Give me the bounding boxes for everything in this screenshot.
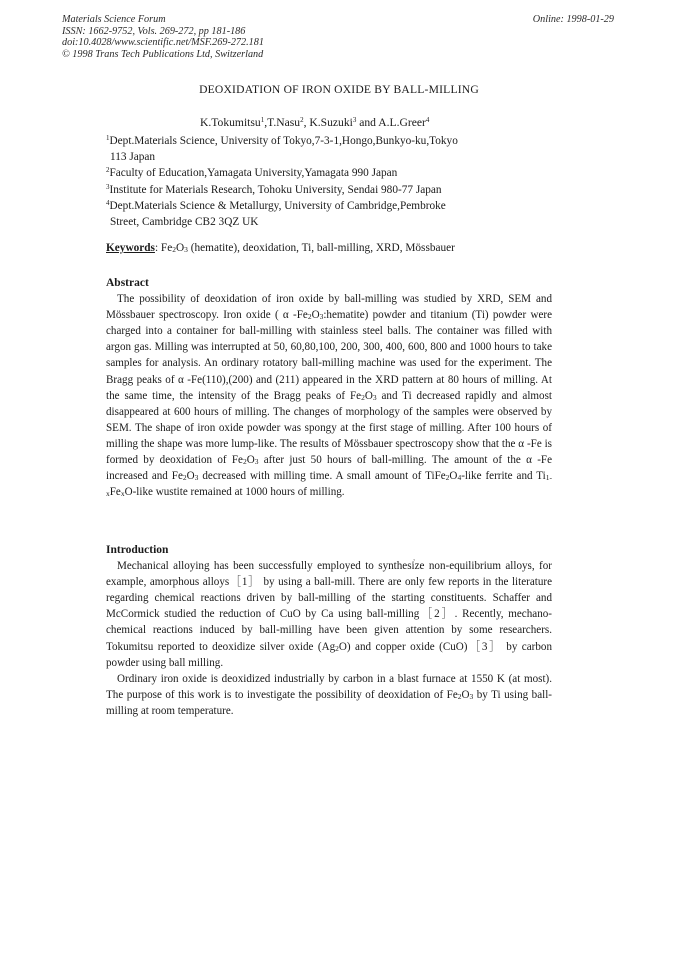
affiliation-text: Dept.Materials Science, University of Tokyo,7-3-1,Hongo,Bunkyo-ku,Tokyo: [109, 135, 458, 147]
formula-subscript: 3: [194, 473, 199, 483]
affiliation-text: Dept.Materials Science & Metallurgy, University of Cambridge,Pembroke: [109, 199, 446, 212]
body-text: O: [311, 309, 320, 322]
issn-line: ISSN: 1662-9752, Vols. 269-272, pp 181-186: [62, 25, 246, 37]
affiliation-line: [106, 149, 458, 165]
body-text: O: [461, 688, 470, 701]
keywords-label: Keywords: [106, 242, 155, 254]
affiliation-text: Faculty of Education,Yamagata University,Yamagata 990 Japan: [109, 167, 398, 180]
affiliation-text: Street, Cambridge CB2 3QZ UK: [110, 216, 259, 229]
formula-subscript: 2: [182, 473, 187, 483]
author-separator: ,: [303, 116, 310, 129]
abstract-section: [106, 275, 552, 500]
body-text: :hematite) powder and titanium (Ti) powder were charged into a container for ball-milling with stainless steel balls. The container was filled with argon gas. Milling was interrupted at 50, 60,80,100, 200, 300, 400, 600, 800 and 1000 hours to take samples for analysis. An ordinary rotatory ball-milling machine was used for the experiment. The Bragg peaks of α -Fe(110),(200) and (211) appeared in the XRD pattern at 80 hours of milling. At the same time, the intensity of the Bragg peaks of Fe: [106, 309, 553, 402]
formula-subscript: 4: [457, 473, 462, 483]
formula-subscript: 2: [172, 245, 176, 254]
abstract-paragraph: [106, 291, 552, 500]
body-text: and Ti decreased rapidly and almost disappeared at 600 hours of milling. The changes of morphology of the samples were observed by SEM. The shape of iron oxide powder was spongy at the first stage of milling. After 100 hours of milling the shape was more lump-like. The results of Mössbauer spectroscopy show that the α -Fe is formed by deoxidation of Fe: [106, 389, 552, 467]
body-text: after just 50 hours of ball-milling. The amount of the α -Fe increased and Fe: [106, 454, 552, 483]
doi-line[interactable]: doi:10.4028/www.scientific.net/MSF.269-272.181: [62, 37, 264, 49]
formula-subscript: 2: [361, 392, 365, 402]
affiliation-marker: 4: [425, 116, 430, 124]
formula-subscript: 2: [335, 643, 339, 653]
formula-subscript: 1-x: [106, 473, 553, 499]
body-text: O-like wustite remained at 1000 hours of milling.: [124, 486, 345, 499]
paper-title: DEOXIDATION OF IRON OXIDE BY BALL-MILLING: [199, 83, 479, 96]
affiliation-line: [106, 214, 458, 230]
formula-subscript: 2: [242, 457, 247, 467]
keywords-line: [106, 242, 455, 254]
affiliation-line: [106, 133, 458, 149]
author-separator: and: [356, 116, 379, 129]
affiliation-text: Institute for Materials Research, Tohoku University, Sendai 980-77 Japan: [109, 183, 442, 196]
affiliation-line: [106, 182, 458, 198]
affiliations: [106, 133, 458, 230]
affiliation-marker: 3: [106, 182, 110, 191]
affiliation-line: [106, 165, 458, 181]
author-name: K.Suzuki: [309, 116, 353, 129]
author-name: A.L.Greer: [378, 116, 426, 129]
author-name: K.Tokumitsu: [200, 116, 261, 129]
online-date: [533, 14, 614, 26]
affiliation-marker: 2: [300, 116, 304, 124]
header-citation: [62, 14, 264, 60]
affiliation-marker: 2: [106, 166, 110, 175]
formula-subscript: 2: [307, 312, 312, 322]
body-text: O: [246, 454, 255, 467]
body-text: O: [186, 470, 195, 483]
formula-subscript: 3: [184, 245, 188, 254]
affiliation-marker: 1: [260, 116, 265, 124]
formula-subscript: 3: [469, 691, 474, 701]
author-separator: ,: [264, 116, 268, 129]
formula-text: O: [175, 242, 185, 254]
formula-subscript: 2: [445, 473, 450, 483]
introduction-heading: Introduction: [106, 544, 169, 556]
body-text: Ordinary iron oxide is deoxidized industrially by carbon in a blast furnace at 1550 K (at most). The purpose of this work is to investigate the possibility of deoxidation of Fe: [106, 672, 552, 701]
introduction-section: [106, 542, 552, 719]
introduction-paragraph: [106, 671, 552, 719]
formula-text: Fe: [160, 242, 173, 254]
affiliation-line: [106, 198, 458, 214]
affiliation-marker: 3: [352, 116, 357, 124]
body-text: Mechanical alloying has been successfully employed to synthesize non-equilibrium alloys, for example, amorphous alloys［1］ by using a ball-mill. There are only few reports in the literature regarding chemical reactions driven by ball-milling of the starting constituents. Schaffer and McCormick studied the reduction of CuO by Ca using ball-milling［2］. Recently, mechano-chemical reactions induced by ball-milling have been given attention by some researchers. Tokumitsu reported to deoxidize silver oxide (Ag: [106, 560, 552, 653]
body-text: by Ti using ball-milling at room temperature.: [106, 688, 552, 717]
body-text: O) and copper oxide (CuO)［3］ by carbon powder using ball milling.: [106, 640, 552, 669]
body-text: O: [364, 389, 373, 402]
body-text: decreased with milling time. A small amount of TiFe: [198, 470, 446, 483]
keywords-list: (hematite), deoxidation, Ti, ball-milling, XRD, Mössbauer: [187, 242, 455, 254]
abstract-heading: Abstract: [106, 277, 149, 289]
affiliation-marker: 4: [106, 198, 110, 207]
author-name: T.Nasu: [267, 116, 301, 129]
journal-name: Materials Science Forum: [62, 14, 166, 25]
formula-subscript: x: [120, 489, 125, 499]
formula-subscript: 3: [254, 457, 259, 467]
body-text: -like ferrite and Ti: [461, 470, 546, 483]
formula-subscript: 3: [319, 312, 324, 322]
body-text: O: [449, 470, 458, 483]
formula-subscript: 2: [457, 691, 462, 701]
body-text: The possibility of deoxidation of iron oxide by ball-milling was studied by XRD, SEM and Mössbauer spectroscopy. Iron oxide ( α -Fe: [106, 293, 552, 322]
online-date-text: Online: 1998-01-29: [532, 14, 614, 25]
keywords-colon: :: [154, 242, 161, 254]
affiliation-marker: 1: [106, 134, 110, 142]
introduction-paragraph: [106, 558, 552, 671]
body-text: Fe: [109, 486, 121, 499]
affiliation-text: 113 Japan: [110, 151, 156, 164]
stray-mark: ,: [413, 552, 416, 562]
author-list: [200, 116, 429, 129]
copyright-line: © 1998 Trans Tech Publications Ltd, Switzerland: [62, 48, 264, 60]
formula-subscript: 3: [372, 392, 377, 402]
